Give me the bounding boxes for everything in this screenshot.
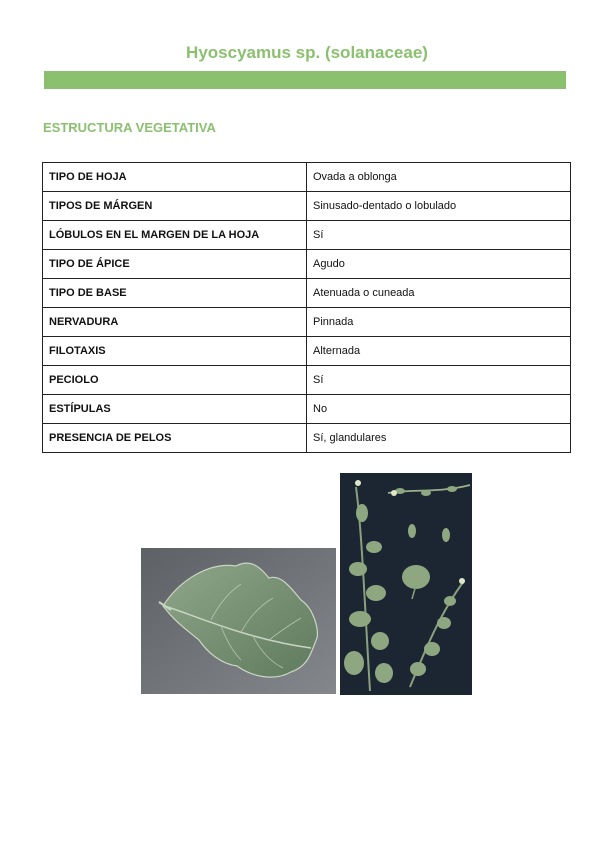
trait-value: Sí, glandulares — [307, 424, 571, 453]
table-row — [43, 308, 571, 337]
trait-value: Sí — [307, 366, 571, 395]
leaf-illustration — [141, 548, 336, 694]
trait-value: Atenuada o cuneada — [307, 279, 571, 308]
branch-illustration — [340, 473, 472, 695]
page-title: Hyoscyamus sp. (solanaceae) — [186, 43, 428, 62]
table-row — [43, 163, 571, 192]
table-row — [43, 221, 571, 250]
table-row — [43, 366, 571, 395]
table-row — [43, 395, 571, 424]
table-row — [43, 279, 571, 308]
trait-value: Ovada a oblonga — [307, 163, 571, 192]
traits-table — [42, 162, 571, 453]
table-row — [43, 250, 571, 279]
trait-label: TIPO DE HOJA — [43, 163, 307, 192]
table-row — [43, 424, 571, 453]
herbarium-branch-photo — [340, 473, 472, 695]
title-underline-bar — [44, 71, 566, 89]
trait-value: Agudo — [307, 250, 571, 279]
trait-value: Sinusado-dentado o lobulado — [307, 192, 571, 221]
section-heading: ESTRUCTURA VEGETATIVA — [43, 120, 216, 135]
trait-label: PRESENCIA DE PELOS — [43, 424, 307, 453]
leaf-photo — [141, 548, 336, 694]
trait-value: Pinnada — [307, 308, 571, 337]
table-row — [43, 192, 571, 221]
trait-value: Sí — [307, 221, 571, 250]
trait-label: ESTÍPULAS — [43, 395, 307, 424]
trait-value: No — [307, 395, 571, 424]
trait-value: Alternada — [307, 337, 571, 366]
trait-label: NERVADURA — [43, 308, 307, 337]
trait-label: TIPO DE BASE — [43, 279, 307, 308]
trait-label: TIPOS DE MÁRGEN — [43, 192, 307, 221]
trait-label: FILOTAXIS — [43, 337, 307, 366]
trait-label: TIPO DE ÁPICE — [43, 250, 307, 279]
table-row — [43, 337, 571, 366]
trait-label: PECIOLO — [43, 366, 307, 395]
trait-label: LÓBULOS EN EL MARGEN DE LA HOJA — [43, 221, 307, 250]
